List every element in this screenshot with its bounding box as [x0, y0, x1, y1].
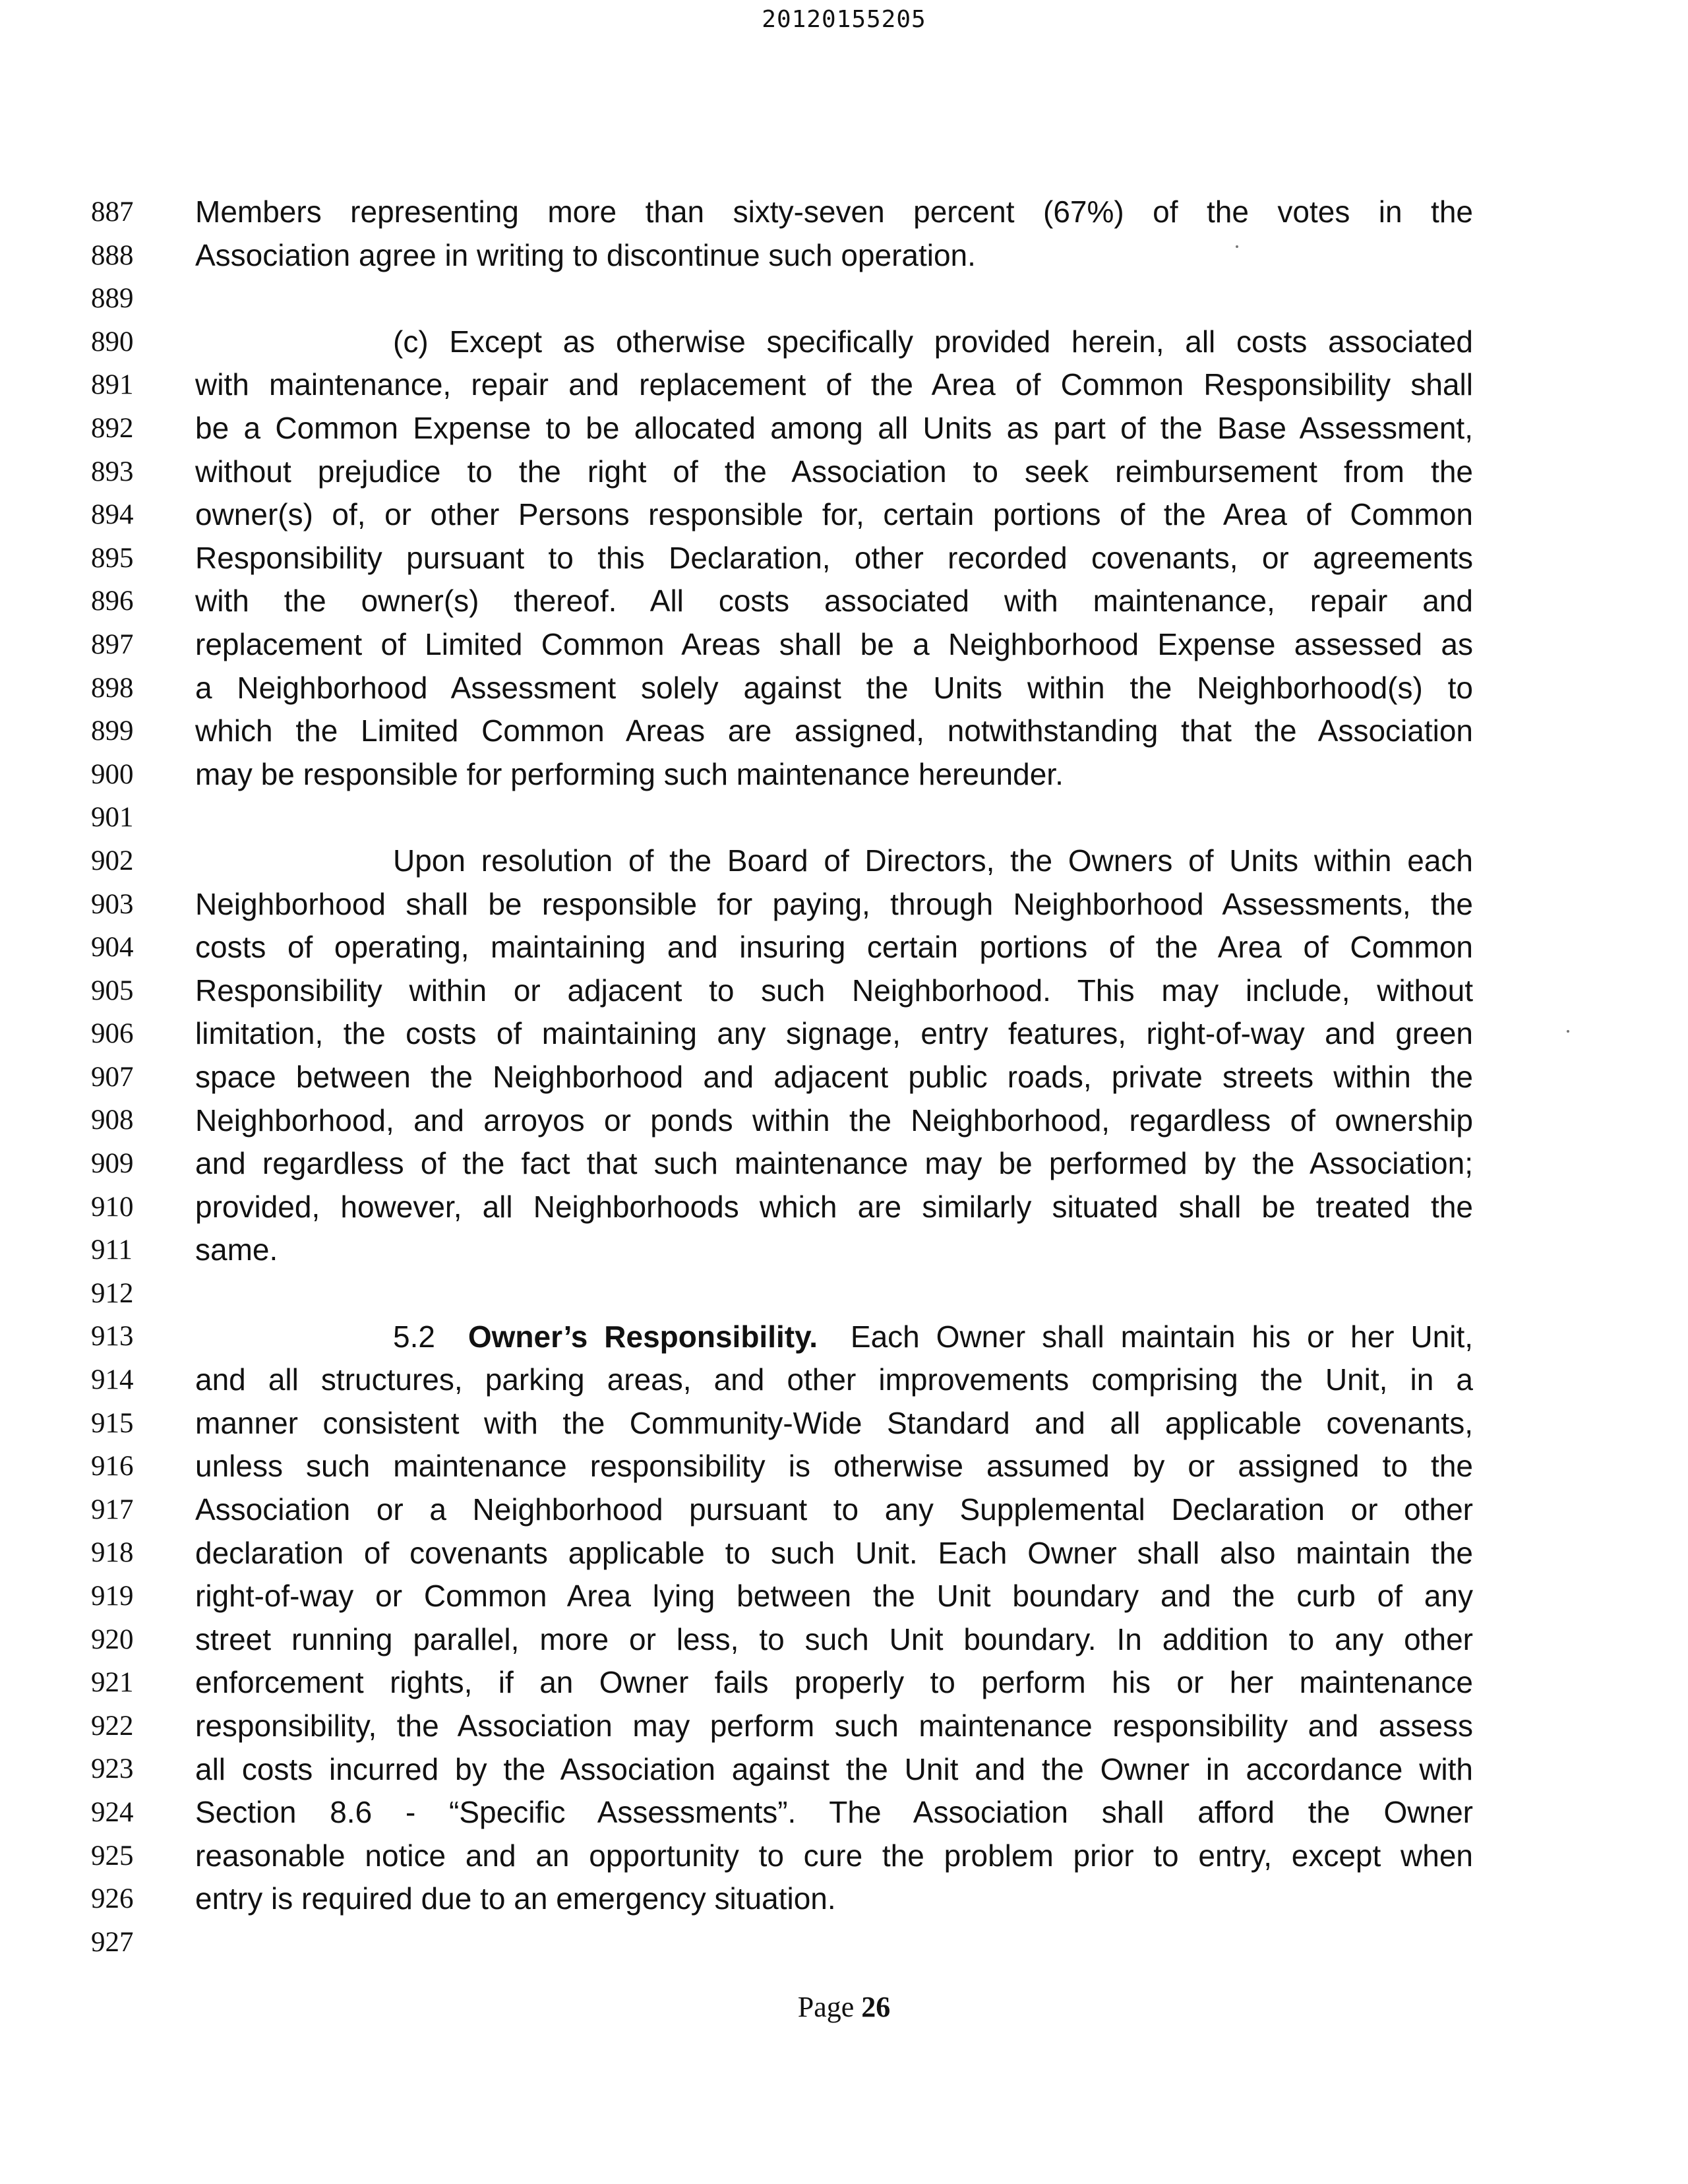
line-number: 923: [91, 1753, 134, 1785]
line-number: 893: [91, 456, 134, 487]
text-line: a Neighborhood Assessment solely against the Units within the Neighborhood(s) to: [195, 670, 1473, 705]
text-line: with the owner(s) thereof. All costs associated with maintenance, repair and: [195, 584, 1473, 619]
page-label: Page: [797, 1991, 855, 2023]
text-line: costs of operating, maintaining and insuring certain portions of the Area of Common: [195, 930, 1473, 965]
line-number: 919: [91, 1581, 134, 1612]
line-number: 891: [91, 369, 134, 401]
line-number: 900: [91, 758, 134, 790]
line-number: 922: [91, 1710, 134, 1742]
text-line: Neighborhood, and arroyos or ponds within the Neighborhood, regardless of ownership: [195, 1103, 1473, 1138]
text-line: be a Common Expense to be allocated among all Units as part of the Base Assessment,: [195, 411, 1473, 445]
line-number: 910: [91, 1191, 134, 1223]
text-line: provided, however, all Neighborhoods which are similarly situated shall be treated the: [195, 1189, 1473, 1224]
line-number: 925: [91, 1840, 134, 1871]
line-number: 908: [91, 1105, 134, 1136]
line-number: 924: [91, 1796, 134, 1828]
line-number: 903: [91, 888, 134, 920]
text-line: [195, 320, 1473, 364]
text-line: limitation, the costs of maintaining any signage, entry features, right-of-way and green: [195, 1016, 1473, 1051]
line-number: 902: [91, 845, 134, 876]
text-line: manner consistent with the Community-Wide Standard and all applicable covenants,: [195, 1405, 1473, 1440]
line-number-column: [91, 191, 157, 1964]
line-number: 907: [91, 1061, 134, 1093]
line-number: 920: [91, 1623, 134, 1655]
text-line: space between the Neighborhood and adjacent public roads, private streets within the: [195, 1060, 1473, 1094]
text-line: Responsibility pursuant to this Declaration, other recorded covenants, or agreements: [195, 540, 1473, 575]
line-number: 899: [91, 715, 134, 747]
line-number: 911: [91, 1234, 133, 1266]
text-line: enforcement rights, if an Owner fails properly to perform his or her maintenance: [195, 1665, 1473, 1700]
line-number: 912: [91, 1277, 134, 1309]
text-line: Responsibility within or adjacent to such Neighborhood. This may include, without: [195, 973, 1473, 1008]
line-number: 904: [91, 932, 134, 963]
page-footer: [0, 1987, 1688, 2027]
text-line: responsibility, the Association may perform such maintenance responsibility and assess: [195, 1709, 1473, 1743]
text-line: same.: [195, 1232, 278, 1267]
text-line-content: (c) Except as otherwise specifically provided herein, all costs associated: [393, 324, 1473, 359]
scan-speck: [1236, 245, 1238, 248]
line-number: 917: [91, 1494, 134, 1525]
line-number: 901: [91, 802, 134, 834]
text-line: may be responsible for performing such maintenance hereunder.: [195, 756, 1064, 791]
text-line: right-of-way or Common Area lying between the Unit boundary and the curb of any: [195, 1579, 1473, 1614]
text-line-content: Upon resolution of the Board of Directors, the Owners of Units within each: [393, 843, 1473, 878]
text-line: unless such maintenance responsibility is otherwise assumed by or assigned to the: [195, 1449, 1473, 1484]
line-number: 909: [91, 1148, 134, 1180]
line-number: 915: [91, 1407, 134, 1439]
text-line: which the Limited Common Areas are assigned, notwithstanding that the Association: [195, 713, 1473, 748]
line-number: 892: [91, 412, 134, 444]
line-number: 918: [91, 1537, 134, 1569]
text-line: replacement of Limited Common Areas shall be a Neighborhood Expense assessed as: [195, 627, 1473, 661]
line-number: 889: [91, 283, 134, 315]
line-number: 894: [91, 499, 134, 531]
text-line: without prejudice to the right of the Association to seek reimbursement from the: [195, 454, 1473, 489]
text-line: reasonable notice and an opportunity to cure the problem prior to entry, except when: [195, 1838, 1473, 1873]
text-line-content: Each Owner shall maintain his or her Unit,: [850, 1319, 1474, 1354]
text-line: Association agree in writing to discontinue such operation.: [195, 237, 976, 272]
line-number: 905: [91, 975, 134, 1006]
document-number: 20120155205: [762, 6, 926, 33]
text-line: all costs incurred by the Association against the Unit and the Owner in accordance with: [195, 1751, 1473, 1786]
text-line: street running parallel, more or less, to such Unit boundary. In addition to any other: [195, 1622, 1473, 1656]
line-number: 913: [91, 1321, 134, 1352]
page-number: 26: [861, 1991, 891, 2023]
line-number: 926: [91, 1883, 134, 1915]
section-heading: Owner’s Responsibility.: [467, 1319, 818, 1354]
line-number: 906: [91, 1018, 134, 1050]
text-line: entry is required due to an emergency situation.: [195, 1881, 836, 1916]
text-line: Section 8.6 - “Specific Assessments”. The Association shall afford the Owner: [195, 1795, 1473, 1830]
line-number: 916: [91, 1451, 134, 1482]
text-line: Members representing more than sixty-seven percent (67%) of the votes in the: [195, 195, 1473, 229]
line-number: 887: [91, 197, 134, 228]
line-number: 896: [91, 586, 134, 617]
text-line: owner(s) of, or other Persons responsible for, certain portions of the Area of Common: [195, 497, 1473, 532]
line-number: 888: [91, 239, 134, 271]
text-line: Neighborhood shall be responsible for paying, through Neighborhood Assessments, the: [195, 886, 1473, 921]
text-line: [195, 1316, 1473, 1359]
text-line: with maintenance, repair and replacement of the Area of Common Responsibility shall: [195, 367, 1473, 402]
scan-speck: [1567, 1030, 1569, 1033]
text-line: [195, 839, 1473, 883]
text-line: Association or a Neighborhood pursuant to any Supplemental Declaration or other: [195, 1492, 1473, 1527]
section-number: 5.2: [393, 1319, 435, 1354]
line-number: 921: [91, 1667, 134, 1699]
line-number: 895: [91, 542, 134, 574]
line-number: 890: [91, 326, 134, 357]
line-number: 898: [91, 672, 134, 704]
text-line: and all structures, parking areas, and other improvements comprising the Unit, in a: [195, 1362, 1473, 1397]
line-number: 897: [91, 628, 134, 660]
line-number: 914: [91, 1364, 134, 1396]
text-line: declaration of covenants applicable to such Unit. Each Owner shall also maintain the: [195, 1535, 1473, 1570]
text-line: and regardless of the fact that such maintenance may be performed by the Association;: [195, 1146, 1473, 1181]
line-number: 927: [91, 1926, 134, 1958]
